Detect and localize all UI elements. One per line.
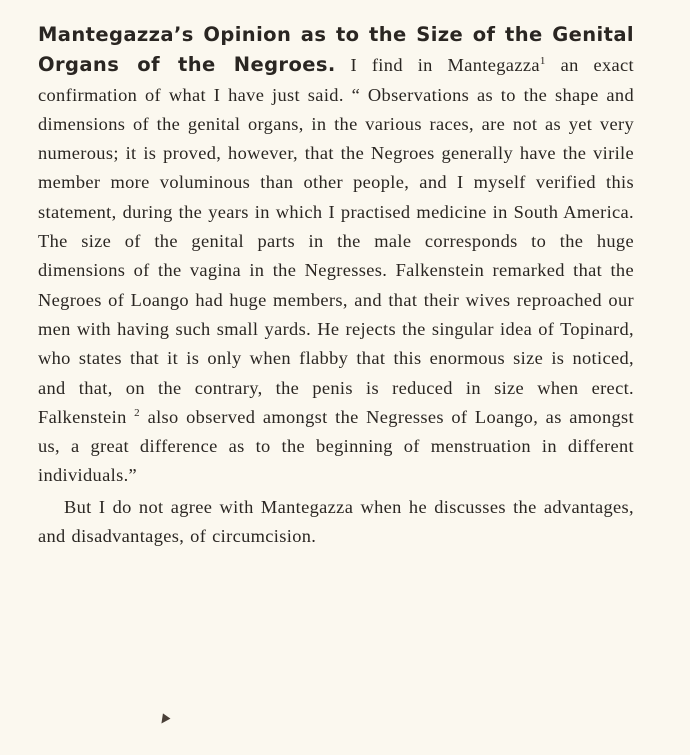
paragraph-circumcision: But I do not agree with Mantegazza when he discusses the advantages, and disadvantages, of circumcision. [38,496,634,547]
ink-mark-icon: ▼ [156,710,173,728]
paragraph-mantegazza-opinion [38,20,634,491]
section-heading: Mantegazza’s Opinion as to the Size of the Genital Organs of the Negroes. [38,23,634,77]
footnote-marker: 2 [134,406,141,419]
paragraph-text: I find in Mantegazza [350,55,540,76]
paragraph-text: an exact confirmation of what I have just said. “ Observations as to the shape and dimensions of the genital organs, in the various races, are not as yet very numerous; it is proved, however, that the Negroes generally have the virile member more voluminous than other people, and I myself verified this statement, during the years in which I practised medicine in South America. The size of the genital parts in the male corresponds to the huge dimensions of the vagina in the Negresses. Falkenstein remarked that the Negroes of Loango had huge members, and that their wives reproached our men with having such small yards. He rejects the singular idea of Topinard, who states that it is only when flabby that this enormous size is noticed, and that, on the contrary, the penis is reduced in size when erect. Falkenstein [38,55,634,427]
paragraph-text: also observed amongst the Negresses of Loango, as amongst us, a great difference as to the beginning of menstruation in different individuals.” [38,406,634,486]
book-page [38,20,634,551]
footnote-marker: 1 [539,55,546,68]
